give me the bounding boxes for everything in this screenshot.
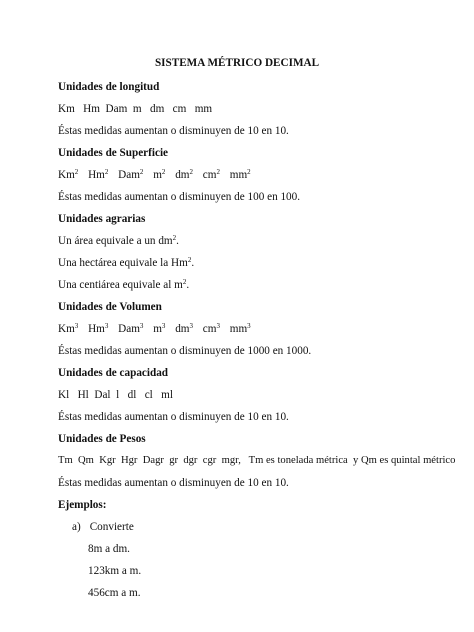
agrarias-area: Un área equivale a un $dm^2$. [58, 234, 179, 247]
unit-mm2: $mm^2$ [229, 168, 251, 181]
unit-hm2: Hm$^2$ [88, 168, 109, 181]
heading-ejemplos: Ejemplos: [58, 499, 107, 511]
heading-pesos: Unidades de Pesos [58, 433, 146, 445]
agrarias-centiarea: Una centiárea equivale al $m^2$. [58, 278, 190, 291]
volumen-units [58, 322, 258, 336]
unit-dam2: Dam$^2$ [118, 168, 144, 181]
heading-agrarias: Unidades agrarias [58, 213, 146, 225]
item-label: Convierte [89, 521, 134, 533]
pesos-note: Éstas medidas aumentan o disminuyen de 10 en 10. [58, 477, 289, 489]
exercise-1: 8m a dm. [88, 543, 130, 555]
unit-dm3: $dm^3$ [175, 322, 193, 335]
superficie-note: Éstas medidas aumentan o disminuyen de 100 en 100. [58, 191, 301, 203]
ejemplos-item-a [72, 520, 134, 534]
page-title: SISTEMA MÉTRICO DECIMAL [154, 57, 320, 69]
capacidad-note: Éstas medidas aumentan o disminuyen de 10 en 10. [58, 411, 289, 423]
superficie-units [58, 168, 258, 182]
heading-volumen: Unidades de Volumen [58, 301, 162, 313]
unit-cm3: $cm^3$ [202, 322, 220, 335]
heading-superficie: Unidades de Superficie [58, 147, 169, 159]
unit-hm3: Hm$^3$ [88, 322, 109, 335]
volumen-note: Éstas medidas aumentan o disminuyen de 1000 en 1000. [58, 345, 312, 357]
unit-mm3: $mm^3$ [229, 322, 251, 335]
agrarias-hectarea: Una hectárea equivale la Hm$^2$. [58, 256, 195, 269]
list-marker: a) [72, 521, 81, 533]
unit-km2: Km$^2$ [58, 168, 79, 181]
exercise-2: 123km a m. [88, 565, 142, 577]
longitud-units: Km Hm Dam m dm cm mm [58, 103, 213, 115]
unit-m2: $m^2$ [153, 168, 166, 181]
unit-cm2: $cm^2$ [202, 168, 220, 181]
unit-dam3: Dam$^3$ [118, 322, 144, 335]
unit-km3: Km$^3$ [58, 322, 79, 335]
capacidad-units: Kl Hl Dal l dl cl ml [58, 389, 173, 401]
heading-capacidad: Unidades de capacidad [58, 367, 169, 379]
heading-longitud: Unidades de longitud [58, 81, 160, 93]
pesos-units: Tm Qm Kgr Hgr Dagr gr dgr cgr mgr, Tm es tonelada métrica y Qm es quintal métrico [58, 455, 456, 466]
unit-m3: $m^3$ [153, 322, 166, 335]
unit-dm2: $dm^2$ [175, 168, 193, 181]
exercise-3: 456cm a m. [88, 587, 141, 599]
longitud-note: Éstas medidas aumentan o disminuyen de 10 en 10. [58, 125, 289, 137]
